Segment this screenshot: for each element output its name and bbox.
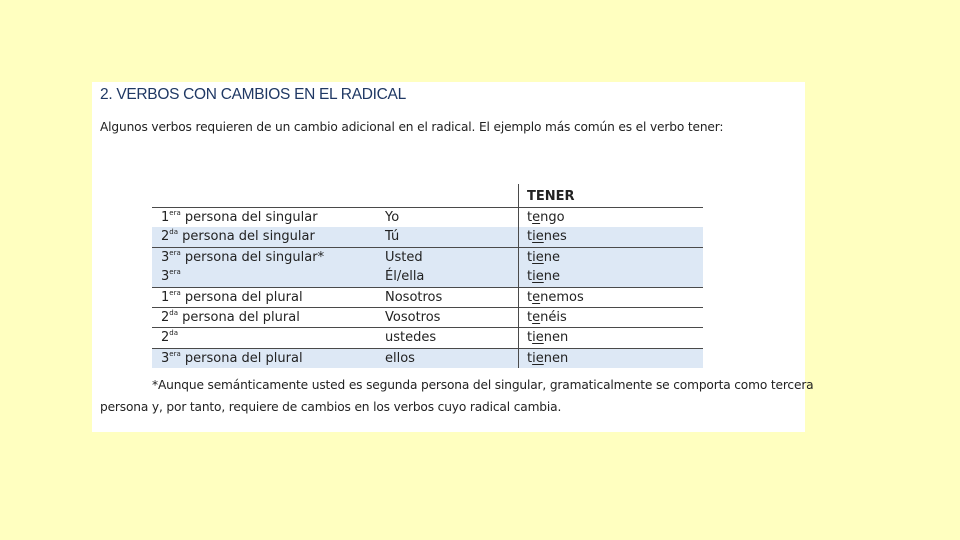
stem-change-mark: e (532, 210, 541, 225)
pronoun-cell: Tú (385, 229, 400, 245)
table-row (152, 349, 703, 368)
table-row (152, 267, 703, 287)
verb-form-cell: tenemos (518, 288, 703, 307)
pronoun-cell: Vosotros (385, 309, 441, 325)
table-row (152, 227, 703, 247)
verb-form-cell: tiene (518, 267, 703, 286)
stem-change-mark: ie (532, 330, 544, 346)
pronoun-cell: Él/ella (385, 269, 425, 285)
document-page (92, 82, 814, 432)
pronoun-cell: ustedes (385, 330, 437, 346)
pronoun-cell: Nosotros (385, 289, 443, 305)
pronoun-cell: ellos (385, 350, 415, 366)
verb-form-cell: tenéis (518, 308, 703, 327)
person-cell: $2^{da}$ persona del singular (161, 228, 315, 245)
stem-change-mark: ie (532, 269, 544, 285)
pronoun-cell: Usted (385, 249, 423, 265)
person-cell: $1^{era}$ persona del singular (161, 209, 318, 225)
verb-form-cell: tienen (518, 328, 703, 347)
footnote-line-1: *Aunque semánticamente usted es segunda persona del singular, gramaticalmente se comporta como tercera (152, 378, 814, 392)
table-row (152, 248, 703, 267)
stem-change-mark: ie (532, 350, 544, 366)
verb-form-cell: tiene (518, 248, 703, 267)
table-row (152, 208, 703, 227)
person-cell: $2^{da}$ persona del plural (161, 308, 300, 325)
table-row (152, 328, 703, 348)
person-cell: $2^{da}$ (161, 329, 179, 346)
verb-column-header: TENER (518, 184, 703, 207)
intro-paragraph: Algunos verbos requieren de un cambio adicional en el radical. El ejemplo más común es el verbo tener: (100, 120, 724, 134)
conjugation-table (152, 184, 703, 368)
table-body (152, 208, 703, 368)
table-header-row (152, 184, 703, 208)
verb-form-cell: tengo (518, 208, 703, 227)
stem-change-mark: ie (532, 249, 544, 265)
person-cell: $1^{era}$ persona del plural (161, 288, 303, 305)
section-heading: 2. VERBOS CON CAMBIOS EN EL RADICAL (100, 86, 406, 103)
verb-form-cell: tienes (518, 227, 703, 246)
person-cell: $3^{era}$ (161, 268, 181, 285)
table-row (152, 308, 703, 328)
person-cell: $3^{era}$ persona del plural (161, 349, 303, 366)
stem-change-mark: e (532, 289, 541, 305)
stem-change-mark: ie (532, 229, 544, 245)
table-row (152, 288, 703, 308)
stem-change-mark: e (532, 309, 541, 325)
verb-form-cell: tienen (518, 349, 703, 368)
pronoun-cell: Yo (385, 210, 400, 225)
footnote-line-2: persona y, por tanto, requiere de cambios en los verbos cuyo radical cambia. (100, 400, 562, 414)
person-cell: $3^{era}$ persona del singular* (161, 248, 325, 265)
